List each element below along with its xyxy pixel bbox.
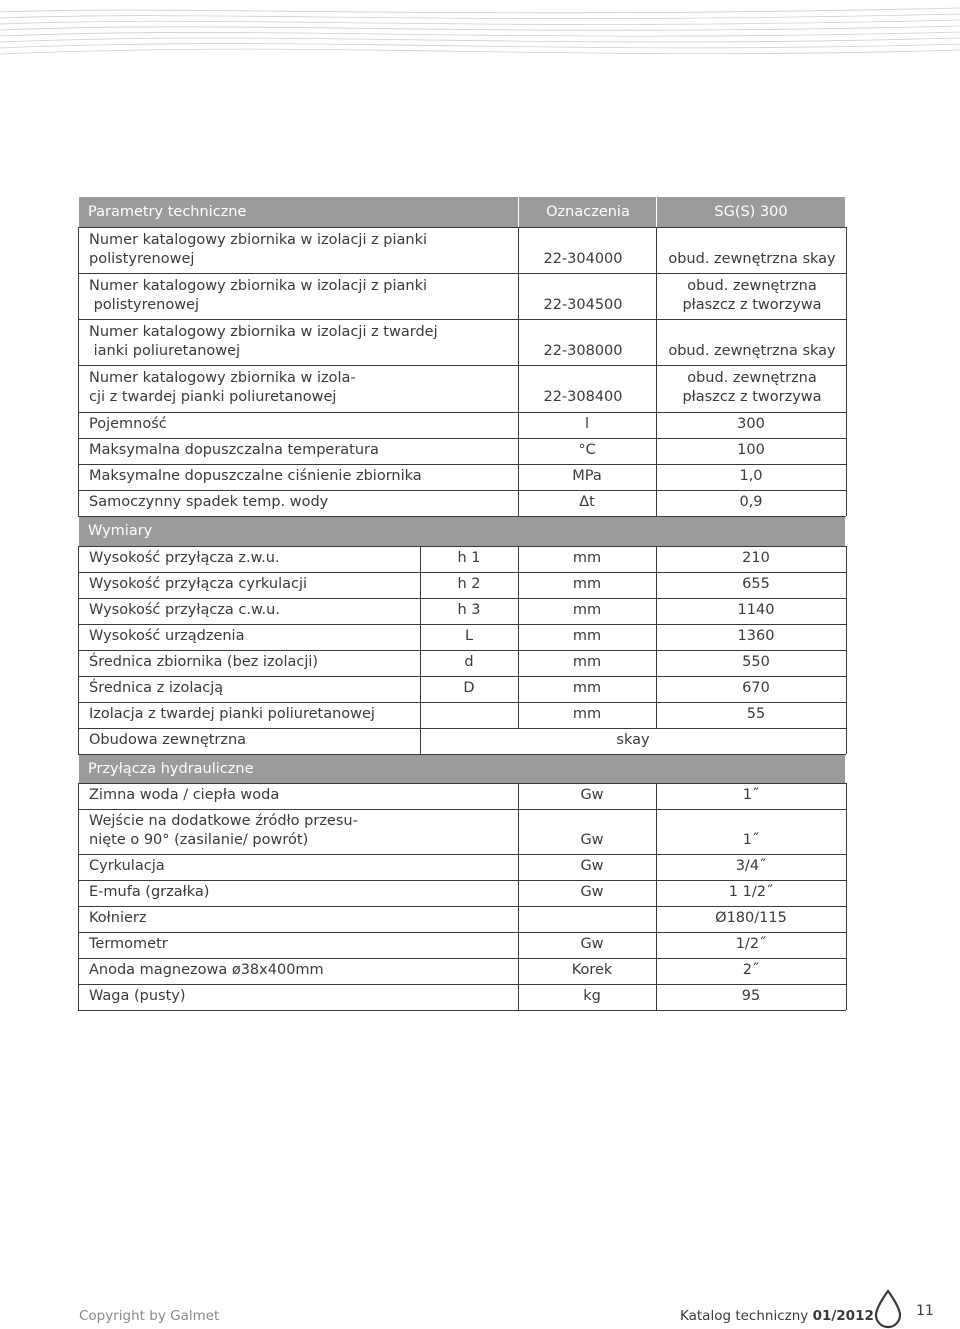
casing-type: obud. zewnętrzna skay	[668, 343, 836, 359]
row-divider	[78, 984, 846, 985]
row-divider	[78, 880, 846, 881]
row-divider	[78, 676, 846, 677]
column-divider	[846, 783, 847, 809]
column-divider	[78, 984, 79, 1010]
hydraulic-value: 2˝	[742, 962, 760, 978]
dimension-unit: mm	[572, 602, 602, 618]
column-divider	[846, 809, 847, 854]
row-divider	[78, 728, 846, 729]
hydraulic-unit: Gw	[580, 936, 604, 952]
column-divider	[846, 490, 847, 516]
row-divider	[78, 624, 846, 625]
column-divider	[78, 572, 79, 598]
column-divider	[78, 676, 79, 702]
casing-type: obud. zewnętrzna	[687, 370, 817, 386]
column-divider	[846, 273, 847, 319]
dimension-value: 550	[742, 654, 770, 670]
hydraulic-unit: Korek	[571, 962, 613, 978]
hydraulic-value: Ø180/115	[715, 910, 787, 926]
column-divider	[656, 319, 657, 365]
column-divider	[846, 958, 847, 984]
section-title: Wymiary	[88, 523, 153, 539]
row-divider	[78, 490, 846, 491]
catalog-number: 22-308000	[543, 343, 623, 359]
row-divider	[78, 783, 846, 784]
column-divider	[846, 412, 847, 438]
footer-copyright: Copyright by Galmet	[79, 1308, 220, 1324]
row-divider	[78, 412, 846, 413]
hydraulic-value: 3/4˝	[735, 858, 767, 874]
column-divider	[78, 273, 79, 319]
column-divider	[78, 650, 79, 676]
column-divider	[656, 365, 657, 412]
row-divider	[78, 319, 846, 320]
dimension-unit: mm	[572, 654, 602, 670]
catalog-number: 22-304000	[543, 251, 623, 267]
column-divider	[78, 546, 79, 572]
catalog-row-label: polistyrenowej	[89, 297, 199, 313]
casing-type: obud. zewnętrzna skay	[668, 251, 836, 267]
row-divider	[78, 854, 846, 855]
column-divider	[846, 365, 847, 412]
dimension-label: Średnica z izolacją	[89, 680, 224, 696]
dimension-unit: mm	[572, 576, 602, 592]
hydraulic-label: Cyrkulacja	[89, 858, 165, 874]
row-divider	[78, 438, 846, 439]
hydraulic-label: E-mufa (grzałka)	[89, 884, 210, 900]
param-unit: MPa	[572, 468, 602, 484]
hydraulic-unit: Gw	[580, 858, 604, 874]
column-divider	[846, 932, 847, 958]
column-divider	[656, 227, 657, 273]
casing-type: płaszcz z tworzywa	[682, 297, 822, 313]
column-divider	[518, 197, 519, 227]
hydraulic-unit: kg	[583, 988, 601, 1004]
column-divider	[78, 932, 79, 958]
dimension-value: 55	[746, 706, 766, 722]
hydraulic-unit: Gw	[580, 832, 604, 848]
page-number: 11	[916, 1303, 934, 1319]
casing-type: obud. zewnętrzna	[687, 278, 817, 294]
column-divider	[78, 490, 79, 516]
hydraulic-unit: Gw	[580, 787, 604, 803]
column-divider	[656, 197, 657, 227]
hydraulic-label: Wejście na dodatkowe źródło przesu-	[89, 813, 358, 829]
catalog-number: 22-304500	[543, 297, 623, 313]
dimension-label: Wysokość przyłącza cyrkulacji	[89, 576, 308, 592]
dimension-unit: mm	[572, 706, 602, 722]
column-divider	[78, 438, 79, 464]
param-label: Pojemność	[89, 416, 167, 432]
row-divider	[78, 906, 846, 907]
column-divider	[78, 624, 79, 650]
column-divider	[846, 906, 847, 932]
column-divider	[78, 412, 79, 438]
hydraulic-label: Anoda magnezowa ø38x400mm	[89, 962, 324, 978]
hydraulic-label: Termometr	[89, 936, 168, 952]
dimension-unit: mm	[572, 550, 602, 566]
param-unit: °C	[578, 442, 596, 458]
hydraulic-value: 1˝	[742, 832, 760, 848]
column-divider	[78, 702, 79, 728]
hydraulic-value: 1˝	[742, 787, 760, 803]
column-divider	[846, 880, 847, 906]
row-divider	[78, 809, 846, 810]
dimension-value: 210	[742, 550, 770, 566]
hydraulic-unit: Gw	[580, 884, 604, 900]
dimension-label: Średnica zbiornika (bez izolacji)	[89, 654, 319, 670]
dimension-value: 670	[742, 680, 770, 696]
row-divider	[78, 365, 846, 366]
dimension-label: Wysokość urządzenia	[89, 628, 245, 644]
column-divider	[846, 464, 847, 490]
hydraulic-value: 1/2˝	[735, 936, 767, 952]
column-divider	[846, 854, 847, 880]
dimension-symbol: h 2	[457, 576, 481, 592]
column-divider	[420, 702, 421, 728]
dimension-label: Izolacja z twardej pianki poliuretanowej	[89, 706, 375, 722]
header-designation: Oznaczenia	[546, 204, 630, 220]
footer-catalog	[680, 1308, 874, 1324]
section-title: Przyłącza hydrauliczne	[88, 761, 254, 777]
row-divider	[78, 702, 846, 703]
catalog-issue: 01/2012	[812, 1308, 874, 1324]
hydraulic-label: Waga (pusty)	[89, 988, 186, 1004]
dimension-value: 1140	[737, 602, 775, 618]
row-divider	[78, 546, 846, 547]
row-divider	[78, 650, 846, 651]
catalog-row-label: cji z twardej pianki poliuretanowej	[89, 389, 337, 405]
column-divider	[78, 783, 79, 809]
catalog-row-label: Numer katalogowy zbiornika w izola-	[89, 370, 356, 386]
param-unit: l	[584, 416, 590, 432]
row-divider	[78, 958, 846, 959]
casing-type: płaszcz z tworzywa	[682, 389, 822, 405]
hydraulic-value: 95	[741, 988, 761, 1004]
hydraulic-label: Zimna woda / ciepła woda	[89, 787, 280, 803]
param-value: 0,9	[739, 494, 763, 510]
column-divider	[78, 906, 79, 932]
column-divider	[656, 273, 657, 319]
param-label: Maksymalna dopuszczalna temperatura	[89, 442, 379, 458]
row-divider	[78, 932, 846, 933]
row-divider	[78, 227, 846, 228]
dimension-symbol: h 3	[457, 602, 481, 618]
dimension-value: 655	[742, 576, 770, 592]
catalog-row-label: polistyrenowej	[89, 251, 195, 267]
param-label: Samoczynny spadek temp. wody	[89, 494, 329, 510]
param-unit: Δt	[579, 494, 595, 510]
column-divider	[518, 906, 519, 932]
dimension-value: 1360	[737, 628, 775, 644]
param-value: 1,0	[739, 468, 763, 484]
column-divider	[846, 319, 847, 365]
catalog-row-label: ianki poliuretanowej	[89, 343, 241, 359]
dimension-symbol: h 1	[457, 550, 481, 566]
column-divider	[846, 984, 847, 1010]
column-divider	[78, 880, 79, 906]
column-divider	[846, 227, 847, 273]
dimension-symbol: D	[463, 680, 475, 696]
param-label: Maksymalne dopuszczalne ciśnienie zbiornika	[89, 468, 422, 484]
header-model: SG(S) 300	[714, 204, 788, 220]
column-divider	[78, 598, 79, 624]
table-header	[79, 197, 845, 227]
dimension-label: Wysokość przyłącza z.w.u.	[89, 550, 280, 566]
column-divider	[78, 227, 79, 273]
decorative-curves	[0, 0, 960, 70]
hydraulic-value: 1 1/2˝	[728, 884, 774, 900]
param-value: 100	[737, 442, 765, 458]
column-divider	[78, 728, 79, 754]
row-divider	[78, 273, 846, 274]
housing-value: skay	[616, 732, 650, 748]
catalog-label: Katalog techniczny	[680, 1308, 809, 1324]
catalog-number: 22-308400	[543, 389, 623, 405]
header-param: Parametry techniczne	[88, 204, 247, 220]
dimension-unit: mm	[572, 680, 602, 696]
column-divider	[78, 809, 79, 854]
column-divider	[78, 365, 79, 412]
column-divider	[846, 438, 847, 464]
dimension-label: Wysokość przyłącza c.w.u.	[89, 602, 280, 618]
catalog-row-label: Numer katalogowy zbiornika w izolacji z twardej	[89, 324, 438, 340]
column-divider	[78, 958, 79, 984]
dimension-symbol: L	[464, 628, 474, 644]
column-divider	[846, 728, 847, 754]
catalog-row-label: Numer katalogowy zbiornika w izolacji z pianki	[89, 232, 428, 248]
dimension-symbol: d	[464, 654, 474, 670]
hydraulic-label: nięte o 90° (zasilanie/ powrót)	[89, 832, 309, 848]
row-divider	[78, 464, 846, 465]
catalog-row-label: Numer katalogowy zbiornika w izolacji z pianki	[89, 278, 428, 294]
hydraulic-label: Kołnierz	[89, 910, 147, 926]
housing-label: Obudowa zewnętrzna	[89, 732, 247, 748]
row-divider	[78, 572, 846, 573]
column-divider	[78, 319, 79, 365]
column-divider	[78, 464, 79, 490]
param-value: 300	[737, 416, 765, 432]
section-hydraulic	[79, 755, 845, 783]
section-dimensions	[79, 517, 845, 546]
water-drop-icon	[873, 1289, 903, 1329]
row-divider	[78, 1010, 846, 1011]
dimension-unit: mm	[572, 628, 602, 644]
row-divider	[78, 598, 846, 599]
column-divider	[78, 854, 79, 880]
